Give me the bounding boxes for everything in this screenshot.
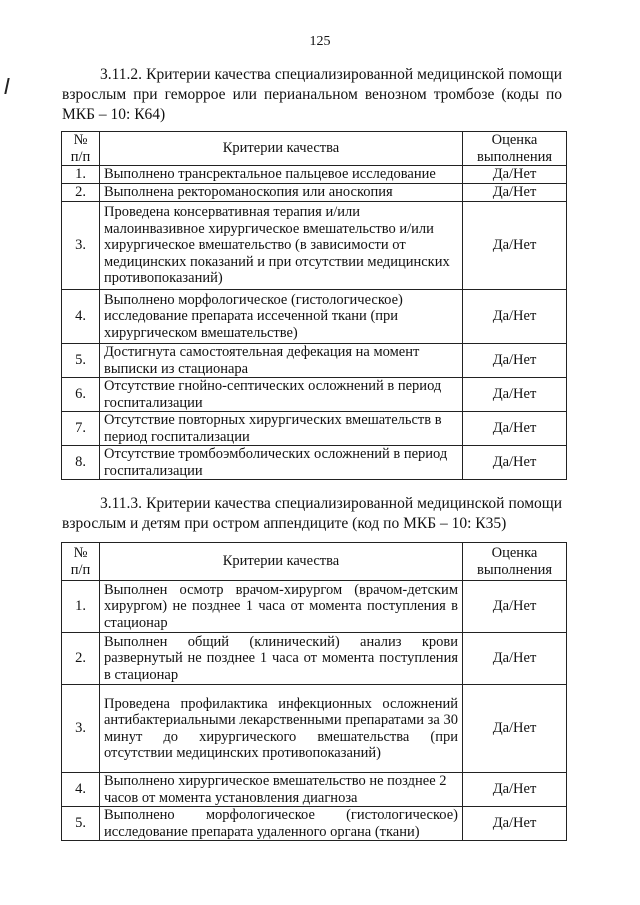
- header-number: № п/п: [62, 543, 100, 581]
- row-criterion: Выполнено хирургическое вмешательство не позднее 2 часов от момента установления диагноза: [100, 773, 463, 807]
- row-grade: Да/Нет: [463, 166, 567, 184]
- row-number: 6.: [62, 378, 100, 412]
- criteria-table-appendicitis: [61, 542, 567, 841]
- row-number: 4.: [62, 773, 100, 807]
- row-criterion: Отсутствие тромбоэмболических осложнений в период госпитализации: [100, 446, 463, 480]
- table-header-row: [62, 543, 567, 581]
- heading-line: 3.11.3. Критерии качества специализированной медицинской помощи: [100, 495, 562, 512]
- section-heading-3-11-2: [62, 65, 562, 125]
- row-criterion: Выполнен осмотр врачом-хирургом (врачом-детским хирургом) не позднее 1 часа от момента поступления в стационар: [100, 581, 463, 633]
- row-criterion: Выполнено морфологическое (гистологическое) исследование препарата удаленного органа (ткани): [100, 807, 463, 841]
- table-row: [62, 685, 567, 773]
- table-row: [62, 633, 567, 685]
- row-number: 3.: [62, 202, 100, 290]
- header-grade: Оценка выполнения: [463, 543, 567, 581]
- row-grade: Да/Нет: [463, 446, 567, 480]
- table-row: [62, 807, 567, 841]
- row-grade: Да/Нет: [463, 581, 567, 633]
- heading-line: МКБ – 10: К64): [62, 106, 166, 123]
- row-criterion: Выполнено морфологическое (гистологическое) исследование препарата иссеченной ткани (при хирургическом вмешательстве): [100, 290, 463, 344]
- table-header-row: [62, 132, 567, 166]
- row-criterion: Проведена профилактика инфекционных осложнений антибактериальными лекарственными препаратами за 30 минут до хирургического вмешательства (при отсутствии медицинских противопоказаний): [100, 685, 463, 773]
- header-criteria: Критерии качества: [100, 132, 463, 166]
- heading-line: взрослым и детям при остром аппендиците (код по МКБ – 10: К35): [62, 515, 507, 532]
- table-row: [62, 184, 567, 202]
- row-grade: Да/Нет: [463, 202, 567, 290]
- row-grade: Да/Нет: [463, 344, 567, 378]
- section-heading-3-11-3: [62, 494, 562, 534]
- row-number: 2.: [62, 633, 100, 685]
- row-number: 2.: [62, 184, 100, 202]
- table-row: [62, 412, 567, 446]
- table-row: [62, 581, 567, 633]
- table-row: [62, 166, 567, 184]
- table-row: [62, 202, 567, 290]
- page-number: 125: [309, 34, 331, 49]
- row-grade: Да/Нет: [463, 290, 567, 344]
- row-grade: Да/Нет: [463, 633, 567, 685]
- heading-line: 3.11.2. Критерии качества специализированной медицинской помощи: [100, 66, 562, 83]
- margin-pen-mark: [4, 78, 12, 94]
- row-grade: Да/Нет: [463, 685, 567, 773]
- row-number: 4.: [62, 290, 100, 344]
- row-grade: Да/Нет: [463, 807, 567, 841]
- row-number: 1.: [62, 166, 100, 184]
- row-grade: Да/Нет: [463, 412, 567, 446]
- row-criterion: Выполнена ректороманоскопия или аноскопия: [100, 184, 463, 202]
- row-criterion: Отсутствие повторных хирургических вмешательств в период госпитализации: [100, 412, 463, 446]
- criteria-table-hemorrhoids: [61, 131, 567, 480]
- row-number: 7.: [62, 412, 100, 446]
- table-row: [62, 290, 567, 344]
- header-criteria: Критерии качества: [100, 543, 463, 581]
- header-number: № п/п: [62, 132, 100, 166]
- row-number: 8.: [62, 446, 100, 480]
- table-row: [62, 344, 567, 378]
- header-grade: Оценка выполнения: [463, 132, 567, 166]
- row-criterion: Выполнен общий (клинический) анализ крови развернутый не позднее 1 часа от момента поступления в стационар: [100, 633, 463, 685]
- row-criterion: Достигнута самостоятельная дефекация на момент выписки из стационара: [100, 344, 463, 378]
- heading-line: взрослым при геморрое или перианальном венозном тромбозе (коды по: [62, 86, 562, 103]
- row-criterion: Выполнено трансректальное пальцевое исследование: [100, 166, 463, 184]
- row-number: 1.: [62, 581, 100, 633]
- row-grade: Да/Нет: [463, 184, 567, 202]
- row-criterion: Отсутствие гнойно-септических осложнений в период госпитализации: [100, 378, 463, 412]
- row-number: 5.: [62, 344, 100, 378]
- row-grade: Да/Нет: [463, 773, 567, 807]
- row-number: 3.: [62, 685, 100, 773]
- row-criterion: Проведена консервативная терапия и/или малоинвазивное хирургическое вмешательство и/или хирургическое вмешательство (в зависимости от медицинских показаний и при отсутствии медицинских противопоказаний): [100, 202, 463, 290]
- row-number: 5.: [62, 807, 100, 841]
- table-row: [62, 773, 567, 807]
- table-row: [62, 378, 567, 412]
- row-grade: Да/Нет: [463, 378, 567, 412]
- table-row: [62, 446, 567, 480]
